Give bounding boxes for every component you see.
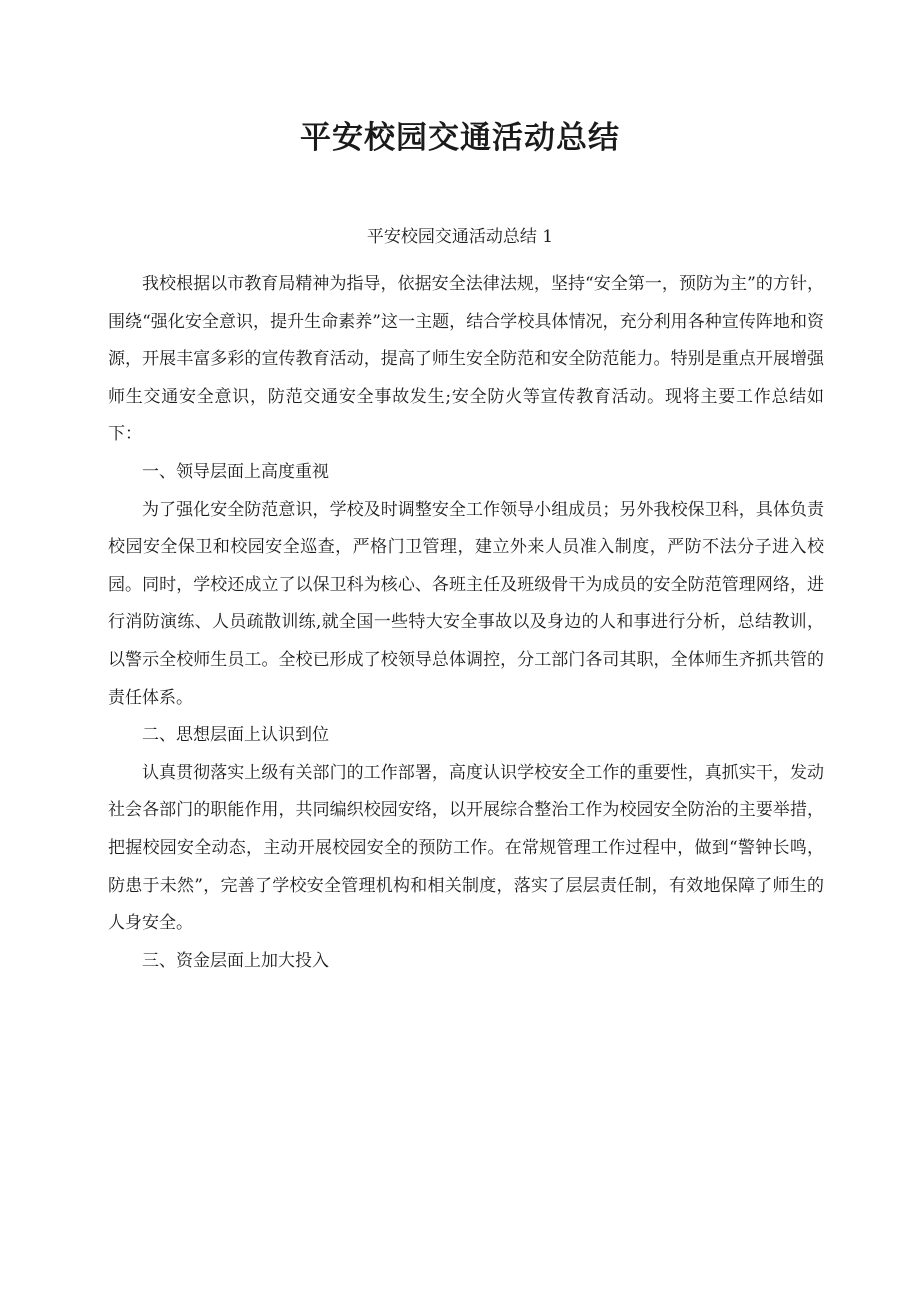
section-heading-3: 三、资金层面上加大投入: [142, 950, 329, 971]
document-body: [108, 266, 824, 980]
section-paragraph-1: 为了强化安全防范意识，学校及时调整安全工作领导小组成员；另外我校保卫科，具体负责校园安全保卫和校园安全巡查，严格门卫管理，建立外来人员准入制度，严防不法分子进入校园。同时，学校还成立了以保卫科为核心、各班主任及班级骨干为成员的安全防范管理网络，进行消防演练、人员疏散训练,就全国一些特大安全事故以及身边的人和事进行分析，总结教训，以警示全校师生员工。全校已形成了校领导总体调控，分工部门各司其职，全体师生齐抓共管的责任体系。: [108, 499, 824, 708]
document-subtitle: 平安校园交通活动总结 1: [366, 227, 554, 247]
section-heading-2: 二、思想层面上认识到位: [142, 725, 329, 746]
intro-paragraph: 我校根据以市教育局精神为指导，依据安全法律法规，坚持“安全第一，预防为主”的方针，围绕“强化安全意识，提升生命素养”这一主题，结合学校具体情况，充分利用各种宣传阵地和资源，开展丰富多彩的宣传教育活动，提高了师生安全防范和安全防范能力。特别是重点开展增强师生交通安全意识，防范交通安全事故发生;安全防火等宣传教育活动。现将主要工作总结如下：: [108, 274, 824, 445]
document-title: 平安校园交通活动总结: [300, 120, 620, 156]
section-heading-1: 一、领导层面上高度重视: [142, 461, 329, 482]
section-paragraph-2: 认真贯彻落实上级有关部门的工作部署，高度认识学校安全工作的重要性，真抓实干，发动社会各部门的职能作用，共同编织校园安络，以开展综合整治工作为校园安全防治的主要举措，把握校园安全动态，主动开展校园安全的预防工作。在常规管理工作过程中，做到“警钟长鸣，防患于未然”，完善了学校安全管理机构和相关制度，落实了层层责任制，有效地保障了师生的人身安全。: [108, 762, 824, 934]
